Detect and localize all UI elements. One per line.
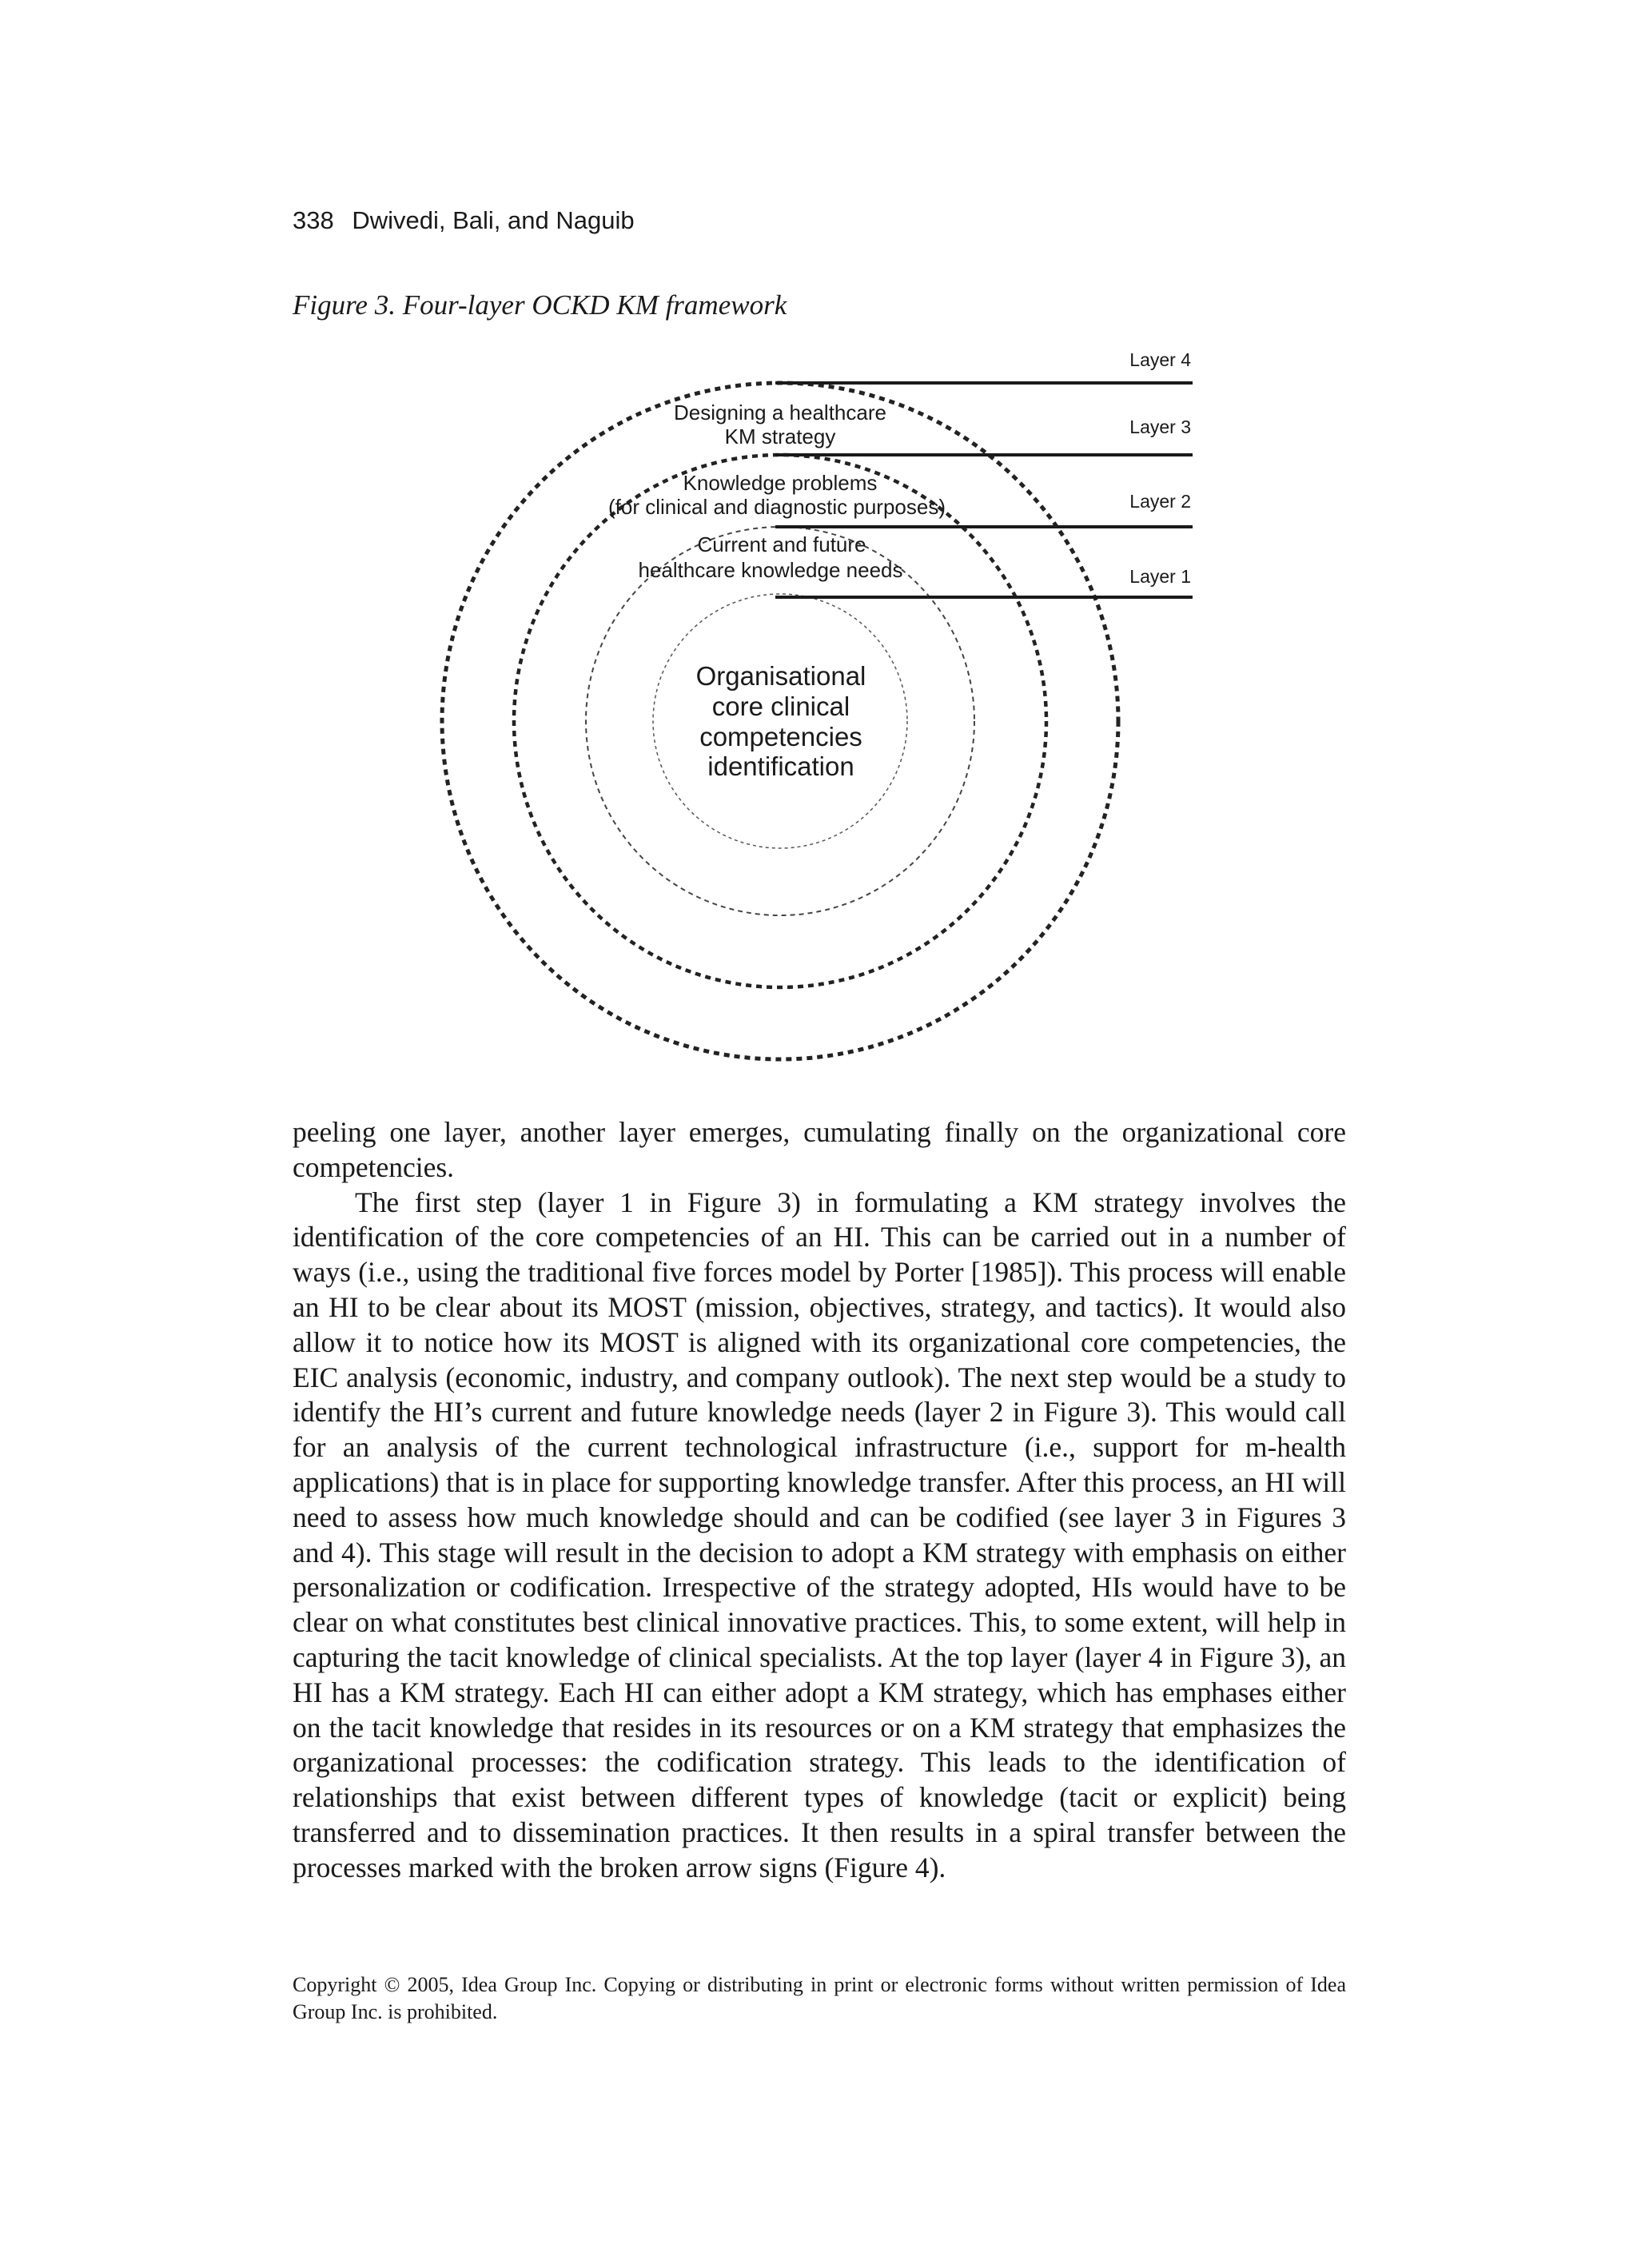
figure-caption: Figure 3. Four-layer OCKD KM framework <box>293 289 787 321</box>
layer-4-label: Layer 4 <box>1129 349 1191 370</box>
core-label-line4: identification <box>707 751 854 781</box>
layer-2-label: Layer 2 <box>1129 491 1191 512</box>
copyright-notice: Copyright © 2005, Idea Group Inc. Copying or distributing in print or electronic forms without written permission of Idea Group Inc. is prohibited. <box>293 1973 1346 2023</box>
ockd-framework-figure <box>432 340 1231 1063</box>
page-number: 338 <box>293 206 334 234</box>
paragraph-1: peeling one layer, another layer emerges, cumulating finally on the organizational core competencies. <box>293 1116 1346 1183</box>
layer-2-ring-label-line1: Current and future <box>697 532 866 556</box>
ring-layer-1 <box>653 594 907 848</box>
layer-3-label: Layer 3 <box>1129 417 1191 437</box>
layer-1-label: Layer 1 <box>1129 566 1191 587</box>
body-text <box>293 1115 1346 1886</box>
layer-4-ring-label-line2: KM strategy <box>724 425 836 448</box>
layer-3-ring-label-line2: (for clinical and diagnostic purposes) <box>608 495 946 519</box>
paragraph-2: The first step (layer 1 in Figure 3) in formulating a KM strategy involves the identification of the core competencies of an HI. This can be carried out in a number of ways (i.e., using the traditional five forces model by Porter [1985]). This process will enable an HI to be clear about its MOST (mission, objectives, strategy, and tactics). It would also allow it to notice how its MOST is aligned with its organizational core competencies, the EIC analysis (economic, industry, and company outlook). The next step would be a study to identify the HI’s current and future knowledge needs (layer 2 in Figure 3). This would call for an analysis of the current technological infrastructure (i.e., support for m-health applications) that is in place for supporting knowledge transfer. After this process, an HI will need to assess how much knowledge should and can be codified (see layer 3 in Figures 3 and 4). This stage will result in the decision to adopt a KM strategy with emphasis on either personalization or codification. Irrespective of the strategy adopted, HIs would have to be clear on what constitutes best clinical innovative practices. This, to some extent, will help in capturing the tacit knowledge of clinical specialists. At the top layer (layer 4 in Figure 3), an HI has a KM strategy. Each HI can either adopt a KM strategy, which has emphases either on the tacit knowledge that resides in its resources or on a KM strategy that emphasizes the organizational processes: the codification strategy. This leads to the identification of relationships that exist between different types of knowledge (tacit or explicit) being transferred and to dissemination practices. It then results in a spiral transfer between the processes marked with the broken arrow signs (Figure 4). <box>293 1186 1346 1883</box>
running-header <box>293 206 635 235</box>
core-label-line1: Organisational <box>695 661 866 691</box>
layer-3-ring-label-line1: Knowledge problems <box>683 471 878 495</box>
core-label-line2: core clinical <box>711 692 850 721</box>
author-names: Dwivedi, Bali, and Naguib <box>352 206 635 234</box>
ring-layer-2 <box>586 527 974 915</box>
layer-4-ring-label-line1: Designing a healthcare <box>674 401 886 425</box>
framework-diagram <box>432 340 1231 1063</box>
layer-2-ring-label-line2: healthcare knowledge needs <box>638 558 903 582</box>
core-label-line3: competencies <box>699 722 862 751</box>
